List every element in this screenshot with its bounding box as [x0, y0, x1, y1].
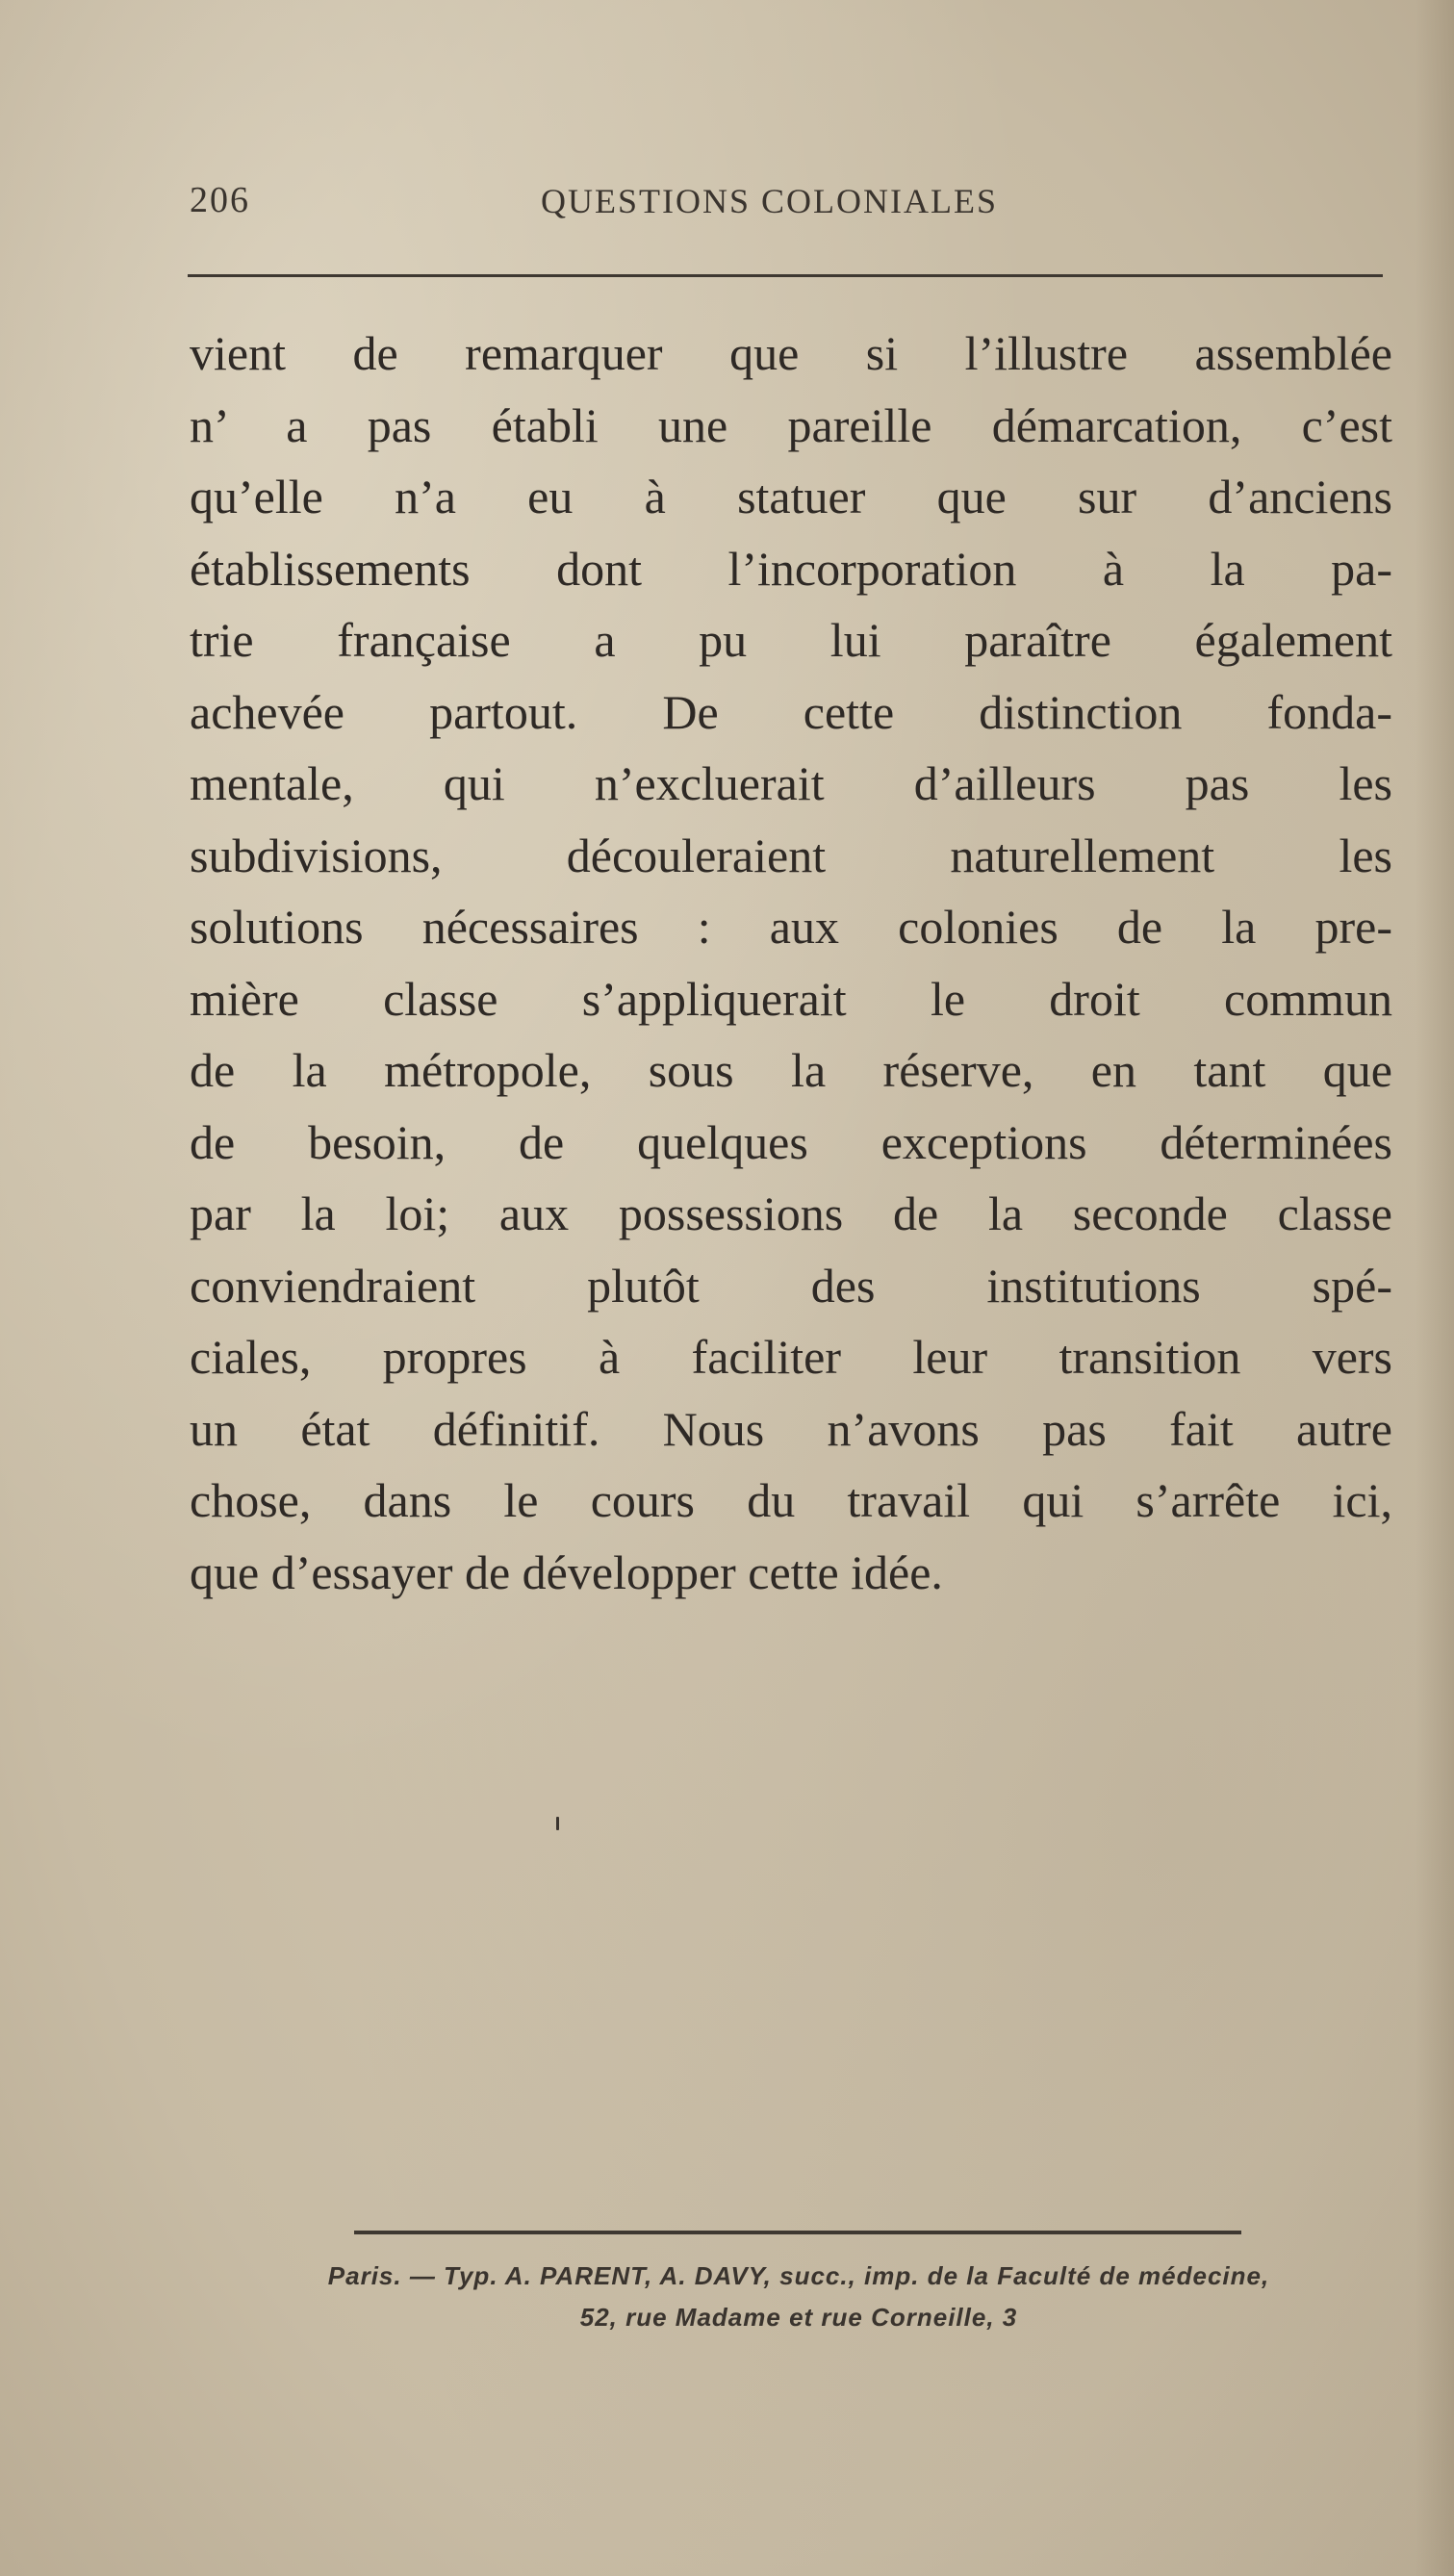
page-number: 206	[190, 180, 250, 220]
text-line: conviendraient plutôt des institutions spé-	[190, 1258, 1392, 1313]
text-line: mière classe s’appliquerait le droit commun	[190, 971, 1392, 1026]
text-line: achevée partout. De cette distinction fonda-	[190, 684, 1392, 739]
text-line: chose, dans le cours du travail qui s’arrête ici,	[190, 1473, 1392, 1527]
text-line: ciales, propres à faciliter leur transition vers	[190, 1330, 1392, 1384]
running-head: QUESTIONS COLONIALES	[541, 182, 998, 220]
imprint-line: Paris. — Typ. A. PARENT, A. DAVY, succ., imp. de la Faculté de médecine,	[327, 2261, 1270, 2290]
text-line: qu’elle n’a eu à statuer que sur d’anciens	[190, 470, 1392, 523]
text-line: subdivisions, découleraient naturellement les	[190, 828, 1392, 882]
text-line: mentale, qui n’excluerait d’ailleurs pas les	[190, 756, 1392, 810]
text-line: établissements dont l’incorporation à la pa-	[190, 541, 1392, 596]
page-header	[190, 173, 1383, 231]
text-line: n’ a pas établi une pareille démarcation, c’est	[190, 397, 1392, 452]
page-edge-shadow	[1416, 0, 1454, 2576]
imprint-rule	[354, 2231, 1241, 2234]
text-line: trie française a pu lui paraître également	[190, 613, 1392, 667]
header-rule	[188, 274, 1383, 277]
text-line: solutions nécessaires : aux colonies de la pre-	[190, 900, 1392, 954]
imprint-line: 52, rue Madame et rue Corneille, 3	[579, 2303, 1018, 2332]
text-line: par la loi; aux possessions de la seconde classe	[190, 1186, 1392, 1240]
body-paragraph	[190, 318, 1392, 1608]
text-line: de la métropole, sous la réserve, en tant que	[190, 1043, 1392, 1097]
text-line: que d’essayer de développer cette idée.	[190, 1544, 943, 1599]
ink-mark	[556, 1817, 559, 1830]
printer-imprint	[192, 2257, 1405, 2339]
text-line: vient de remarquer que si l’illustre assemblée	[190, 326, 1392, 380]
text-line: un état définitif. Nous n’avons pas fait autre	[190, 1401, 1392, 1456]
text-line: de besoin, de quelques exceptions déterminées	[190, 1114, 1392, 1169]
